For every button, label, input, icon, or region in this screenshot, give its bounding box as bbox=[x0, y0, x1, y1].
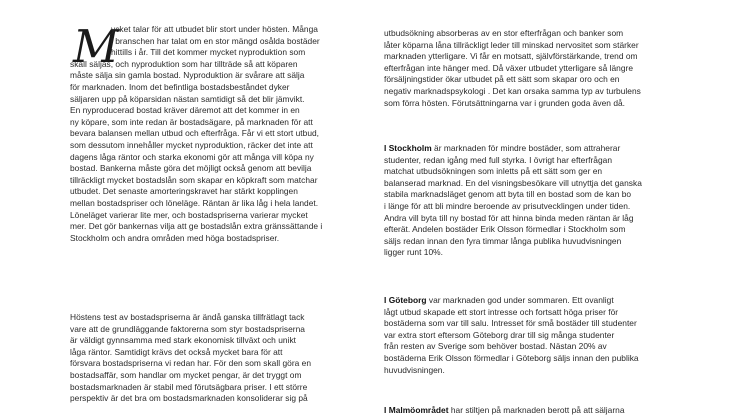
text-line: efterfrågan inte hänger med. Då växer utbudet ytterligare så längre bbox=[384, 62, 634, 73]
text-line: vare att de grundläggande faktorerna som styr bostadspriserna bbox=[70, 323, 305, 334]
second-paragraph bbox=[70, 312, 364, 405]
text-line: hittills i år. Till det kommer mycket nyproduktion som bbox=[111, 47, 306, 58]
continuation-paragraph bbox=[384, 28, 678, 109]
text-line: huvudvisningen. bbox=[384, 364, 445, 375]
text-line: ny köpare, som inte redan är bostadsägare, på marknaden för att bbox=[70, 116, 313, 127]
intro-paragraph bbox=[70, 20, 364, 244]
text-line: utbudsökning absorberas av en stor efterfrågan och banker som bbox=[384, 28, 624, 38]
text-line: mer. Det gör bankernas vilja att ge bostadslån extra gränssättande i bbox=[70, 221, 323, 232]
city-heading-goteborg: I Göteborg bbox=[384, 295, 427, 305]
text-line: bostadsaffär, som handlar om mycket pengar, är det tryggt om bbox=[70, 369, 302, 380]
text-line: stabila marknadsläget genom att byta till en bostad som de kan bo bbox=[384, 189, 632, 200]
text-line: bostad. Bankerna måste göra det möjligt också genom att bevilja bbox=[70, 163, 312, 174]
text-line: studenter, redan igång med full styrka. I övrigt har efterfrågan bbox=[384, 154, 612, 165]
text-line: negativ marknadspsykologi . Det kan orsaka samma typ av turbulens bbox=[384, 85, 641, 96]
text-line: för marknaden. Inom det befintliga bostadsbeståndet dyker bbox=[70, 81, 290, 92]
text-line: är väldigt gynnsamma med stark ekonomisk tillväxt och unikt bbox=[70, 335, 296, 346]
text-line: Löneläget varierar lite mer, och bostadspriserna varierar mycket bbox=[70, 209, 308, 220]
text-line: i branschen har talat om en stor mängd osålda bostäder bbox=[111, 35, 320, 46]
text-line: säljs redan innan den fyra timmar långa publika huvudvisningen bbox=[384, 235, 622, 246]
city-heading-malmo: I Malmöområdet bbox=[384, 405, 449, 415]
malmo-paragraph bbox=[384, 405, 678, 417]
text-line: som förra hösten. Förutsättningarna var i grunden goda även då. bbox=[384, 97, 626, 108]
text-line: lågt utbud skapade ett stort intresse och fortsatt höga priser för bbox=[384, 306, 619, 317]
text-line: från resten av Sverige som behöver bostad. Nästan 20% av bbox=[384, 341, 607, 352]
text-line: säljaren upp på köparsidan nästan samtidigt så det blir jämvikt. bbox=[70, 93, 305, 104]
text-line: bostäderna Erik Olsson förmedlar i Göteborg säljs innan den publika bbox=[384, 352, 639, 363]
text-line: bevara balansen mellan utbud och efterfråga. Får vi ett stort utbud, bbox=[70, 128, 320, 139]
text-line: som dessutom innehåller mycket nyproduktion, räcker det inte att bbox=[70, 139, 313, 150]
text-line: var extra stort eftersom Göteborg drar till sig många studenter bbox=[384, 329, 615, 340]
text-line: utbudet. Det senaste amorteringskravet har stärkt kopplingen bbox=[70, 186, 298, 197]
text-line: matchat utbudsökningen som inletts på ett sätt som ger en bbox=[384, 166, 603, 177]
drop-cap: M bbox=[73, 20, 120, 73]
text-line: ligger runt 10%. bbox=[384, 247, 443, 258]
text-line: tillräckligt mycket bostadslån som skapar en köpkraft som matchar bbox=[70, 174, 318, 185]
text-line bbox=[384, 405, 678, 417]
stockholm-paragraph bbox=[384, 143, 678, 259]
text-line bbox=[384, 295, 678, 307]
text-line bbox=[384, 143, 678, 155]
text-line: Andra vill byta till ny bostad för att hinna binda meden räntan är låg bbox=[384, 212, 634, 223]
text-line: Stockholm och andra områden med höga bostadspriser. bbox=[70, 232, 280, 243]
text-line: försäljningstider ökar utbudet på ett sätt som skapar oro och en bbox=[384, 74, 620, 85]
text-line: En nyproducerad bostad kräver däremot att det kommer in en bbox=[70, 105, 300, 116]
text-line: ycket talar för att utbudet blir stort under hösten. Många bbox=[111, 24, 318, 34]
text-line: försvara bostadspriserna vi redan har. För den som skall göra en bbox=[70, 358, 312, 369]
text-line: skall säljas, och nyproduktion som har tillträde så att köparen bbox=[70, 58, 298, 69]
text-line: Höstens test av bostadspriserna är ändå ganska tillfrätlagt tack bbox=[70, 312, 305, 322]
text-line: låter köparna låna tillräckligt leder till minskad nervositet som stärker bbox=[384, 39, 639, 50]
text-line: mellan bostadspriser och löneläge. Räntan är lika låg i hela landet. bbox=[70, 197, 319, 208]
goteborg-paragraph bbox=[384, 295, 678, 376]
text-line: i länge för att bli mindre beroende av prisutvecklingen under tiden. bbox=[384, 200, 631, 211]
text-line: efterät. Andelen bostäder Erik Olsson förmedlar i Stockholm som bbox=[384, 224, 626, 235]
text-line: balanserad marknad. En del visningsbesökare vill utnyttja det ganska bbox=[384, 177, 642, 188]
text-line: dagens låga räntor och starka ekonomi gör att många vill köpa ny bbox=[70, 151, 314, 162]
text-line: perspektiv är det bra om bostadsmarknaden konsoliderar sig på bbox=[70, 393, 308, 404]
text-fragment: var marknaden god under sommaren. Ett ovanligt bbox=[426, 295, 614, 305]
text-fragment: har stiltjen på marknaden berott på att säljarna bbox=[448, 405, 625, 415]
text-line: måste sälja sin gamla bostad. Nyproduktion är svårare att sälja bbox=[70, 70, 305, 81]
city-heading-stockholm: I Stockholm bbox=[384, 143, 432, 153]
text-line: bostäderna som var till salu. Intresset för små bostäder till studenter bbox=[384, 318, 637, 329]
text-line: marknaden ytterligare. Vi får en motsatt, självförstärkande, trend om bbox=[384, 51, 638, 62]
text-fragment: är marknaden för mindre bostäder, som attraherar bbox=[431, 143, 621, 153]
text-line: bostadsmarknaden är stabil med förutsägbara priser. I ett större bbox=[70, 381, 308, 392]
text-line: låga räntor. Samtidigt krävs det också mycket bara för att bbox=[70, 346, 283, 357]
